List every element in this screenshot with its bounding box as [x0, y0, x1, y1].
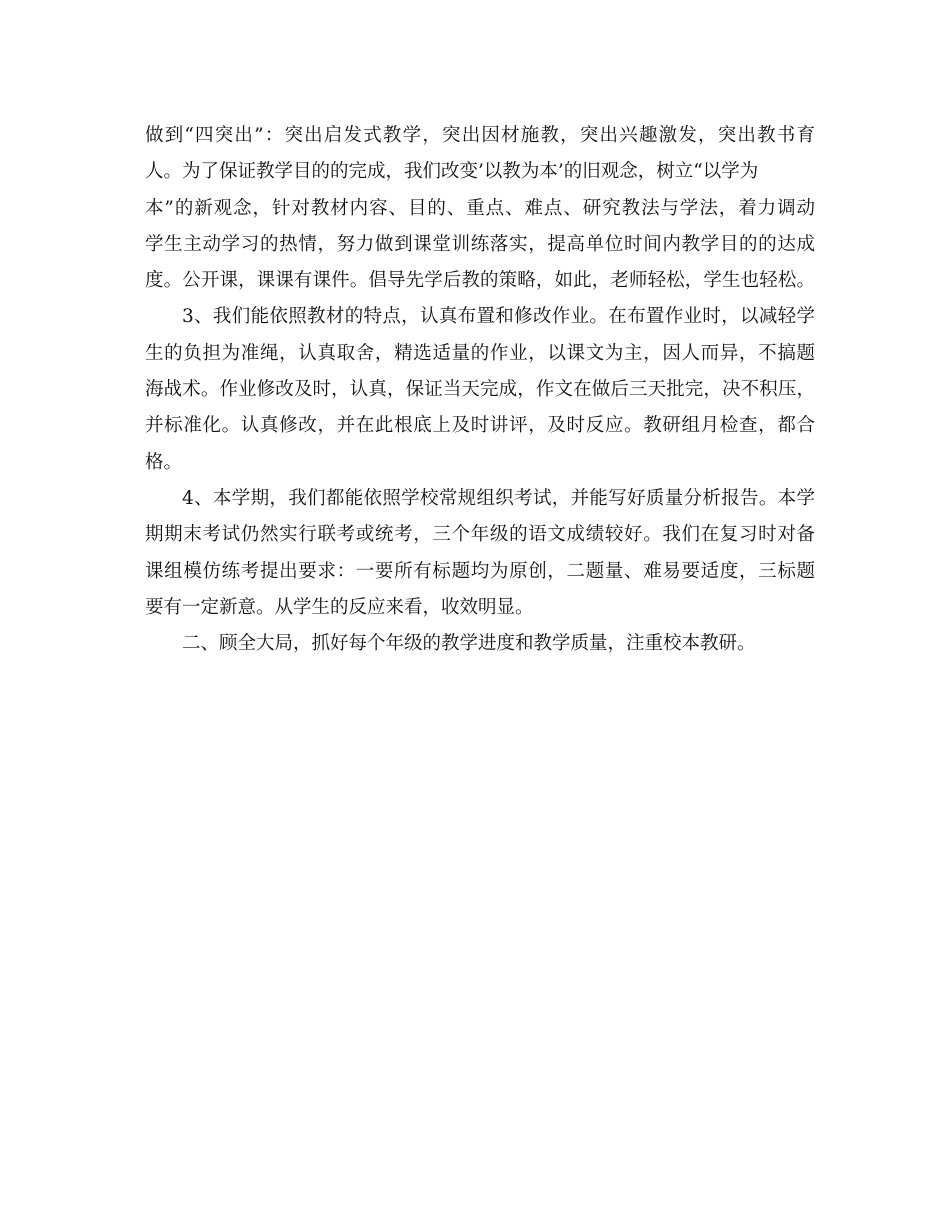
text-line: 学生主动学习的热情，努力做到课堂训练落实，提高单位时间内教学目的的达成	[145, 233, 815, 255]
text-line: 要有一定新意。从学生的反应来看，收效明显。	[145, 596, 534, 618]
text-line: 课组模仿练考提出要求：一要所有标题均为原创，二题量、难易要适度，三标题	[145, 560, 815, 582]
paragraph-3-first-line: 3、我们能依照教材的特点，认真布置和修改作业。在布置作业时，以减轻学	[182, 306, 815, 328]
text-line: 做到“四突出”：突出启发式教学，突出因材施教，突出兴趣激发，突出教书育	[145, 125, 815, 146]
text-line: 本”的新观念，针对教材内容、目的、重点、难点、研究教法与学法，着力调动	[145, 197, 815, 219]
text-line: 度。公开课，课课有课件。倡导先学后教的策略，如此，老师轻松，学生也轻松。	[145, 270, 815, 292]
paragraph-4-first-line: 4、本学期，我们都能依照学校常规组织考试，并能写好质量分析报告。本学	[182, 487, 815, 509]
text-line: 人。为了保证教学目的的完成，我们改变’以教为本’的旧观念，树立“以学为	[145, 161, 759, 183]
document-body	[145, 118, 815, 662]
text-line: 海战术。作业修改及时，认真，保证当天完成，作文在做后三天批完，决不积压，	[145, 379, 815, 401]
text-line: 格。	[145, 451, 183, 473]
text-line: 生的负担为准绳，认真取舍，精选适量的作业，以课文为主，因人而异，不搞题	[145, 342, 815, 364]
text-line: 期期末考试仍然实行联考或统考，三个年级的语文成绩较好。我们在复习时对备	[145, 524, 815, 546]
section-heading: 二、顾全大局，抓好每个年级的教学进度和教学质量，注重校本教研。	[182, 633, 756, 655]
text-line: 并标准化。认真修改，并在此根底上及时讲评，及时反应。教研组月检查，都合	[145, 415, 815, 437]
